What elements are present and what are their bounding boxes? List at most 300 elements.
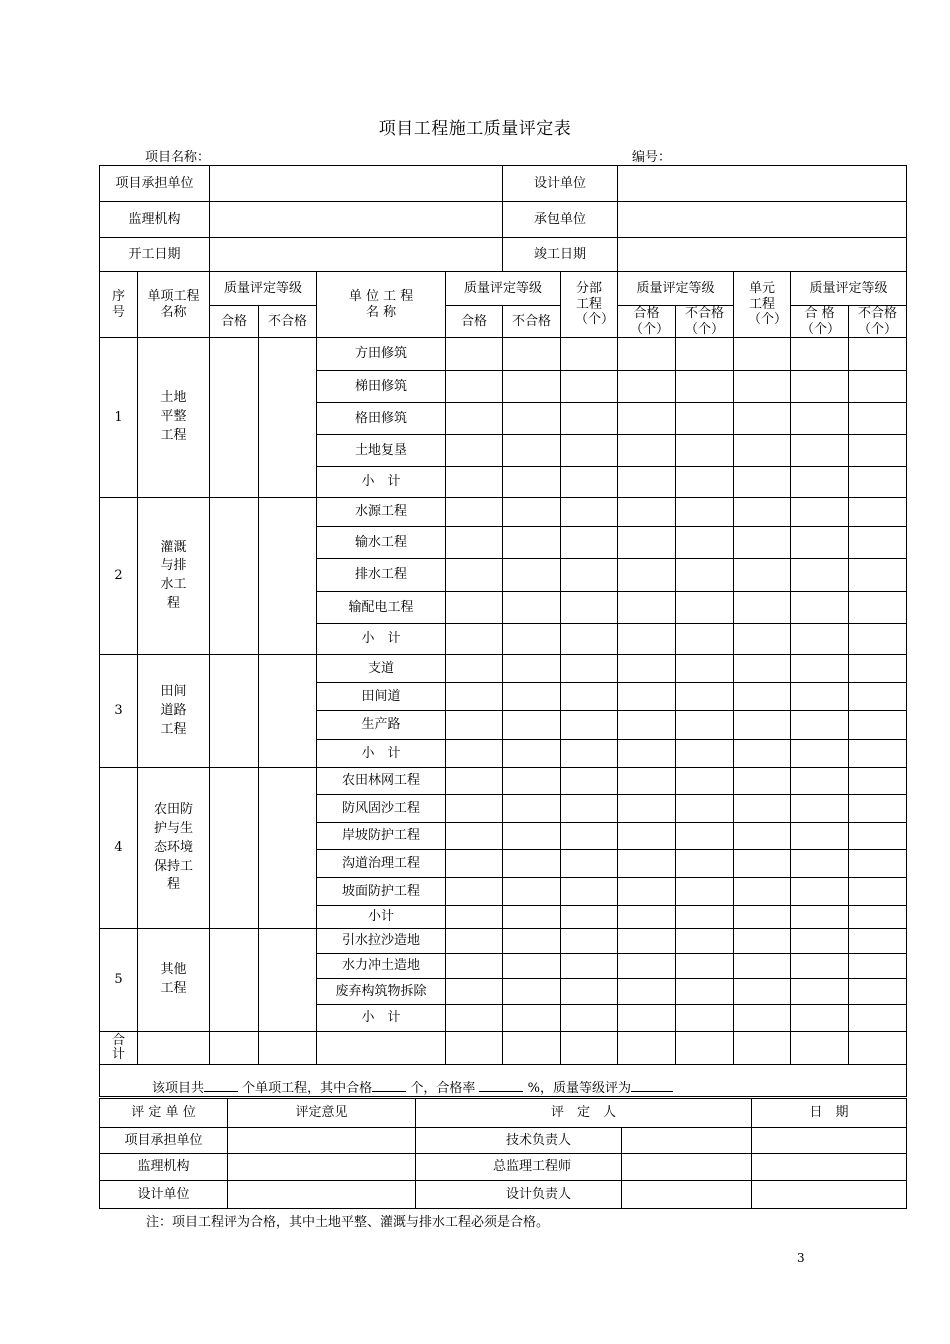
data-cell[interactable] — [503, 1005, 561, 1032]
header-unit-count: 单元工程（个） — [734, 272, 791, 338]
data-cell[interactable] — [849, 878, 907, 906]
data-cell[interactable] — [503, 655, 561, 683]
data-cell[interactable] — [849, 467, 907, 498]
data-cell[interactable] — [618, 655, 676, 683]
data-cell[interactable] — [561, 823, 618, 850]
eval-opinion-field[interactable] — [228, 1154, 416, 1181]
data-cell[interactable] — [676, 711, 734, 740]
page-title: 项目工程施工质量评定表 — [378, 119, 572, 139]
data-cell[interactable] — [791, 655, 849, 683]
data-cell[interactable] — [676, 929, 734, 954]
data-cell[interactable] — [791, 559, 849, 592]
data-cell[interactable] — [503, 683, 561, 711]
summary-blank[interactable] — [479, 1079, 523, 1092]
data-cell[interactable] — [791, 624, 849, 655]
header-fail-count: 不合格（个） — [849, 306, 907, 338]
grade-fail-cell[interactable] — [259, 498, 317, 655]
data-cell[interactable] — [791, 740, 849, 768]
data-cell[interactable] — [618, 954, 676, 979]
data-cell[interactable] — [618, 878, 676, 906]
data-cell[interactable] — [734, 683, 791, 711]
info-value-field[interactable] — [210, 202, 503, 238]
data-cell[interactable] — [734, 338, 791, 371]
data-cell[interactable] — [676, 740, 734, 768]
data-cell[interactable] — [734, 655, 791, 683]
unit-name: 小 计 — [317, 740, 446, 768]
data-cell[interactable] — [791, 435, 849, 467]
data-cell[interactable] — [618, 371, 676, 403]
total-cell[interactable] — [561, 1032, 618, 1065]
eval-header-date: 日 期 — [752, 1099, 907, 1128]
data-cell[interactable] — [676, 768, 734, 795]
unit-name: 岸坡防护工程 — [317, 823, 446, 850]
data-cell[interactable] — [618, 906, 676, 929]
data-cell[interactable] — [446, 711, 503, 740]
data-cell[interactable] — [503, 338, 561, 371]
data-cell[interactable] — [849, 1005, 907, 1032]
eval-header-unit: 评 定 单 位 — [100, 1099, 228, 1128]
data-cell[interactable] — [618, 795, 676, 823]
table-row — [100, 272, 907, 306]
data-cell[interactable] — [503, 498, 561, 527]
eval-person-role: 总监理工程师 — [416, 1154, 622, 1181]
data-cell[interactable] — [446, 954, 503, 979]
eval-person-field[interactable] — [622, 1181, 752, 1209]
table-row — [100, 166, 907, 202]
data-cell[interactable] — [503, 954, 561, 979]
header-grade: 质量评定等级 — [618, 272, 734, 306]
data-cell[interactable] — [618, 435, 676, 467]
data-cell[interactable] — [676, 338, 734, 371]
data-cell[interactable] — [676, 906, 734, 929]
data-cell[interactable] — [676, 527, 734, 559]
info-value-field[interactable] — [618, 166, 907, 202]
data-cell[interactable] — [503, 740, 561, 768]
data-cell[interactable] — [734, 929, 791, 954]
header-fail: 不合格 — [259, 306, 317, 338]
table-row — [100, 1099, 907, 1128]
eval-date-field[interactable] — [752, 1128, 907, 1154]
data-cell[interactable] — [446, 338, 503, 371]
data-cell[interactable] — [561, 403, 618, 435]
table-row — [100, 655, 907, 683]
data-cell[interactable] — [791, 929, 849, 954]
data-cell[interactable] — [791, 768, 849, 795]
unit-name: 生产路 — [317, 711, 446, 740]
data-cell[interactable] — [676, 979, 734, 1005]
data-cell[interactable] — [618, 929, 676, 954]
eval-unit: 项目承担单位 — [100, 1128, 228, 1154]
data-cell[interactable] — [503, 403, 561, 435]
data-cell[interactable] — [618, 498, 676, 527]
data-cell[interactable] — [676, 371, 734, 403]
data-cell[interactable] — [734, 823, 791, 850]
data-cell[interactable] — [618, 624, 676, 655]
grade-pass-cell[interactable] — [210, 768, 259, 929]
data-cell[interactable] — [791, 338, 849, 371]
table-row — [100, 1065, 907, 1097]
unit-name: 小 计 — [317, 467, 446, 498]
data-cell[interactable] — [503, 768, 561, 795]
data-cell[interactable] — [791, 850, 849, 878]
data-cell[interactable] — [503, 559, 561, 592]
data-cell[interactable] — [561, 624, 618, 655]
data-cell[interactable] — [734, 979, 791, 1005]
project-name-label: 项目名称： — [145, 150, 211, 165]
data-cell[interactable] — [676, 823, 734, 850]
table-row — [100, 1154, 907, 1181]
data-cell[interactable] — [676, 655, 734, 683]
total-cell[interactable] — [210, 1032, 259, 1065]
info-value-field[interactable] — [618, 202, 907, 238]
data-cell[interactable] — [791, 906, 849, 929]
data-cell[interactable] — [676, 878, 734, 906]
data-cell[interactable] — [791, 498, 849, 527]
data-cell[interactable] — [503, 850, 561, 878]
data-cell[interactable] — [676, 592, 734, 624]
summary-blank[interactable] — [631, 1079, 673, 1092]
data-cell[interactable] — [503, 979, 561, 1005]
data-cell[interactable] — [734, 711, 791, 740]
data-cell[interactable] — [849, 795, 907, 823]
data-cell[interactable] — [676, 954, 734, 979]
data-cell[interactable] — [791, 1005, 849, 1032]
unit-name: 防风固沙工程 — [317, 795, 446, 823]
grade-pass-cell[interactable] — [210, 498, 259, 655]
data-cell[interactable] — [446, 403, 503, 435]
data-cell[interactable] — [446, 559, 503, 592]
data-cell[interactable] — [791, 823, 849, 850]
data-cell[interactable] — [561, 655, 618, 683]
data-cell[interactable] — [791, 403, 849, 435]
data-cell[interactable] — [676, 1005, 734, 1032]
group-name: 田间道路工程 — [138, 655, 210, 768]
data-cell[interactable] — [734, 906, 791, 929]
total-cell[interactable] — [849, 1032, 907, 1065]
data-cell[interactable] — [849, 435, 907, 467]
unit-name: 方田修筑 — [317, 338, 446, 371]
data-cell[interactable] — [791, 371, 849, 403]
data-cell[interactable] — [791, 467, 849, 498]
data-cell[interactable] — [734, 624, 791, 655]
eval-opinion-field[interactable] — [228, 1128, 416, 1154]
data-cell[interactable] — [561, 906, 618, 929]
data-cell[interactable] — [503, 906, 561, 929]
data-cell[interactable] — [734, 498, 791, 527]
group-seq: 1 — [100, 338, 138, 498]
data-cell[interactable] — [849, 371, 907, 403]
data-cell[interactable] — [734, 795, 791, 823]
data-cell[interactable] — [561, 1005, 618, 1032]
info-value-field[interactable] — [618, 238, 907, 272]
data-cell[interactable] — [618, 979, 676, 1005]
data-cell[interactable] — [618, 1005, 676, 1032]
data-cell[interactable] — [446, 624, 503, 655]
data-cell[interactable] — [503, 711, 561, 740]
unit-name: 输配电工程 — [317, 592, 446, 624]
data-cell[interactable] — [446, 979, 503, 1005]
data-cell[interactable] — [676, 403, 734, 435]
data-cell[interactable] — [734, 1005, 791, 1032]
data-cell[interactable] — [503, 823, 561, 850]
grade-fail-cell[interactable] — [259, 929, 317, 1032]
data-cell[interactable] — [618, 467, 676, 498]
data-cell[interactable] — [446, 768, 503, 795]
total-cell[interactable] — [618, 1032, 676, 1065]
data-cell[interactable] — [676, 467, 734, 498]
data-cell[interactable] — [734, 403, 791, 435]
total-cell[interactable] — [676, 1032, 734, 1065]
data-cell[interactable] — [446, 795, 503, 823]
data-cell[interactable] — [503, 435, 561, 467]
header-pass: 合格 — [210, 306, 259, 338]
grade-pass-cell[interactable] — [210, 929, 259, 1032]
data-cell[interactable] — [734, 850, 791, 878]
eval-person-field[interactable] — [622, 1128, 752, 1154]
group-name: 其他工程 — [138, 929, 210, 1032]
data-cell[interactable] — [734, 954, 791, 979]
data-cell[interactable] — [791, 954, 849, 979]
data-cell[interactable] — [561, 467, 618, 498]
data-cell[interactable] — [618, 711, 676, 740]
table-row — [100, 768, 907, 795]
data-cell[interactable] — [446, 906, 503, 929]
info-value-field[interactable] — [210, 238, 503, 272]
unit-name: 排水工程 — [317, 559, 446, 592]
data-cell[interactable] — [446, 740, 503, 768]
header-pass-count: 合 格（个） — [791, 306, 849, 338]
evaluation-table — [99, 1098, 907, 1209]
data-cell[interactable] — [734, 435, 791, 467]
data-cell[interactable] — [446, 929, 503, 954]
data-cell[interactable] — [618, 683, 676, 711]
grade-pass-cell[interactable] — [210, 338, 259, 498]
data-cell[interactable] — [849, 338, 907, 371]
header-unit-name: 单 位 工 程 名 称 — [317, 272, 446, 338]
total-cell[interactable] — [138, 1032, 210, 1065]
data-cell[interactable] — [791, 527, 849, 559]
data-cell[interactable] — [676, 795, 734, 823]
data-cell[interactable] — [446, 435, 503, 467]
grade-fail-cell[interactable] — [259, 338, 317, 498]
data-cell[interactable] — [849, 624, 907, 655]
data-cell[interactable] — [734, 559, 791, 592]
data-cell[interactable] — [446, 371, 503, 403]
total-cell[interactable] — [734, 1032, 791, 1065]
data-cell[interactable] — [618, 592, 676, 624]
header-grade: 质量评定等级 — [791, 272, 907, 306]
data-cell[interactable] — [561, 795, 618, 823]
data-cell[interactable] — [618, 768, 676, 795]
data-cell[interactable] — [849, 740, 907, 768]
data-cell[interactable] — [791, 592, 849, 624]
data-cell[interactable] — [446, 467, 503, 498]
data-cell[interactable] — [618, 740, 676, 768]
group-seq: 3 — [100, 655, 138, 768]
group-name: 灌溉与排水工程 — [138, 498, 210, 655]
data-cell[interactable] — [791, 795, 849, 823]
grade-fail-cell[interactable] — [259, 768, 317, 929]
data-cell[interactable] — [503, 878, 561, 906]
data-cell[interactable] — [849, 655, 907, 683]
data-cell[interactable] — [618, 559, 676, 592]
data-cell[interactable] — [561, 979, 618, 1005]
data-cell[interactable] — [618, 338, 676, 371]
data-cell[interactable] — [676, 683, 734, 711]
data-cell[interactable] — [849, 954, 907, 979]
data-cell[interactable] — [849, 711, 907, 740]
header-fail: 不合格 — [503, 306, 561, 338]
data-cell[interactable] — [561, 878, 618, 906]
data-cell[interactable] — [849, 527, 907, 559]
page-number: 3 — [797, 1251, 805, 1265]
info-value-field[interactable] — [210, 166, 503, 202]
data-cell[interactable] — [561, 498, 618, 527]
summary-blank[interactable] — [372, 1079, 406, 1092]
data-cell[interactable] — [561, 559, 618, 592]
data-cell[interactable] — [561, 338, 618, 371]
summary-text: %，质量等级评为 — [527, 1080, 631, 1096]
eval-header-opinion: 评定意见 — [228, 1099, 416, 1128]
data-cell[interactable] — [503, 929, 561, 954]
summary-text: 个，合格率 — [410, 1080, 476, 1096]
data-cell[interactable] — [618, 527, 676, 559]
data-cell[interactable] — [561, 435, 618, 467]
summary-text: 该项目共 — [152, 1080, 205, 1096]
table-row — [100, 929, 907, 954]
data-cell[interactable] — [446, 527, 503, 559]
data-cell[interactable] — [849, 592, 907, 624]
data-cell[interactable] — [561, 740, 618, 768]
data-cell[interactable] — [734, 527, 791, 559]
data-cell[interactable] — [446, 823, 503, 850]
data-cell[interactable] — [676, 498, 734, 527]
data-cell[interactable] — [561, 850, 618, 878]
data-cell[interactable] — [446, 592, 503, 624]
unit-name: 输水工程 — [317, 527, 446, 559]
data-cell[interactable] — [849, 559, 907, 592]
eval-opinion-field[interactable] — [228, 1181, 416, 1209]
unit-name: 格田修筑 — [317, 403, 446, 435]
header-grade: 质量评定等级 — [210, 272, 317, 306]
data-cell[interactable] — [849, 979, 907, 1005]
data-cell[interactable] — [503, 624, 561, 655]
eval-header-person: 评 定 人 — [416, 1099, 752, 1128]
info-label: 监理机构 — [100, 202, 210, 238]
unit-name: 沟道治理工程 — [317, 850, 446, 878]
data-cell[interactable] — [849, 929, 907, 954]
data-cell[interactable] — [446, 1005, 503, 1032]
data-cell[interactable] — [791, 711, 849, 740]
summary-text: 个单项工程，其中合格 — [242, 1080, 373, 1096]
quality-table — [99, 165, 907, 1097]
data-cell[interactable] — [561, 527, 618, 559]
data-cell[interactable] — [791, 979, 849, 1005]
summary-line — [100, 1065, 907, 1097]
data-cell[interactable] — [791, 878, 849, 906]
unit-name: 小计 — [317, 906, 446, 929]
eval-person-role: 技术负责人 — [416, 1128, 622, 1154]
data-cell[interactable] — [734, 740, 791, 768]
data-cell[interactable] — [503, 795, 561, 823]
data-cell[interactable] — [791, 683, 849, 711]
data-cell[interactable] — [446, 683, 503, 711]
header-item-name: 单项工程名称 — [138, 272, 210, 338]
data-cell[interactable] — [561, 711, 618, 740]
header-pass: 合格 — [446, 306, 503, 338]
data-cell[interactable] — [503, 592, 561, 624]
eval-person-field[interactable] — [622, 1154, 752, 1181]
data-cell[interactable] — [618, 403, 676, 435]
data-cell[interactable] — [849, 823, 907, 850]
header-pass-count: 合格（个） — [618, 306, 676, 338]
data-cell[interactable] — [676, 624, 734, 655]
data-cell[interactable] — [849, 906, 907, 929]
data-cell[interactable] — [561, 592, 618, 624]
unit-name: 水源工程 — [317, 498, 446, 527]
grade-pass-cell[interactable] — [210, 655, 259, 768]
data-cell[interactable] — [446, 498, 503, 527]
total-cell[interactable] — [259, 1032, 317, 1065]
data-cell[interactable] — [561, 768, 618, 795]
data-cell[interactable] — [676, 435, 734, 467]
data-cell[interactable] — [503, 371, 561, 403]
data-cell[interactable] — [446, 655, 503, 683]
unit-name: 小 计 — [317, 1005, 446, 1032]
summary-blank[interactable] — [204, 1079, 238, 1092]
data-cell[interactable] — [561, 929, 618, 954]
table-row — [100, 1032, 907, 1065]
data-cell[interactable] — [734, 768, 791, 795]
eval-date-field[interactable] — [752, 1154, 907, 1181]
unit-name: 引水拉沙造地 — [317, 929, 446, 954]
data-cell[interactable] — [734, 592, 791, 624]
eval-person-role: 设计负责人 — [416, 1181, 622, 1209]
info-label: 项目承担单位 — [100, 166, 210, 202]
eval-date-field[interactable] — [752, 1181, 907, 1209]
info-label: 开工日期 — [100, 238, 210, 272]
info-label: 承包单位 — [503, 202, 618, 238]
data-cell[interactable] — [849, 498, 907, 527]
data-cell[interactable] — [676, 559, 734, 592]
total-cell[interactable] — [446, 1032, 503, 1065]
total-cell[interactable] — [317, 1032, 446, 1065]
footnote: 注：项目工程评为合格，其中土地平整、灌溉与排水工程必须是合格。 — [146, 1215, 550, 1230]
data-cell[interactable] — [446, 878, 503, 906]
data-cell[interactable] — [849, 850, 907, 878]
unit-name: 小 计 — [317, 624, 446, 655]
data-cell[interactable] — [561, 954, 618, 979]
data-cell[interactable] — [618, 823, 676, 850]
data-cell[interactable] — [734, 371, 791, 403]
grade-fail-cell[interactable] — [259, 655, 317, 768]
data-cell[interactable] — [503, 527, 561, 559]
data-cell[interactable] — [849, 403, 907, 435]
data-cell[interactable] — [561, 371, 618, 403]
data-cell[interactable] — [618, 850, 676, 878]
data-cell[interactable] — [734, 878, 791, 906]
data-cell[interactable] — [503, 467, 561, 498]
unit-name: 梯田修筑 — [317, 371, 446, 403]
data-cell[interactable] — [561, 683, 618, 711]
data-cell[interactable] — [849, 683, 907, 711]
total-cell[interactable] — [791, 1032, 849, 1065]
data-cell[interactable] — [446, 850, 503, 878]
data-cell[interactable] — [676, 850, 734, 878]
data-cell[interactable] — [734, 467, 791, 498]
total-cell[interactable] — [503, 1032, 561, 1065]
data-cell[interactable] — [849, 768, 907, 795]
